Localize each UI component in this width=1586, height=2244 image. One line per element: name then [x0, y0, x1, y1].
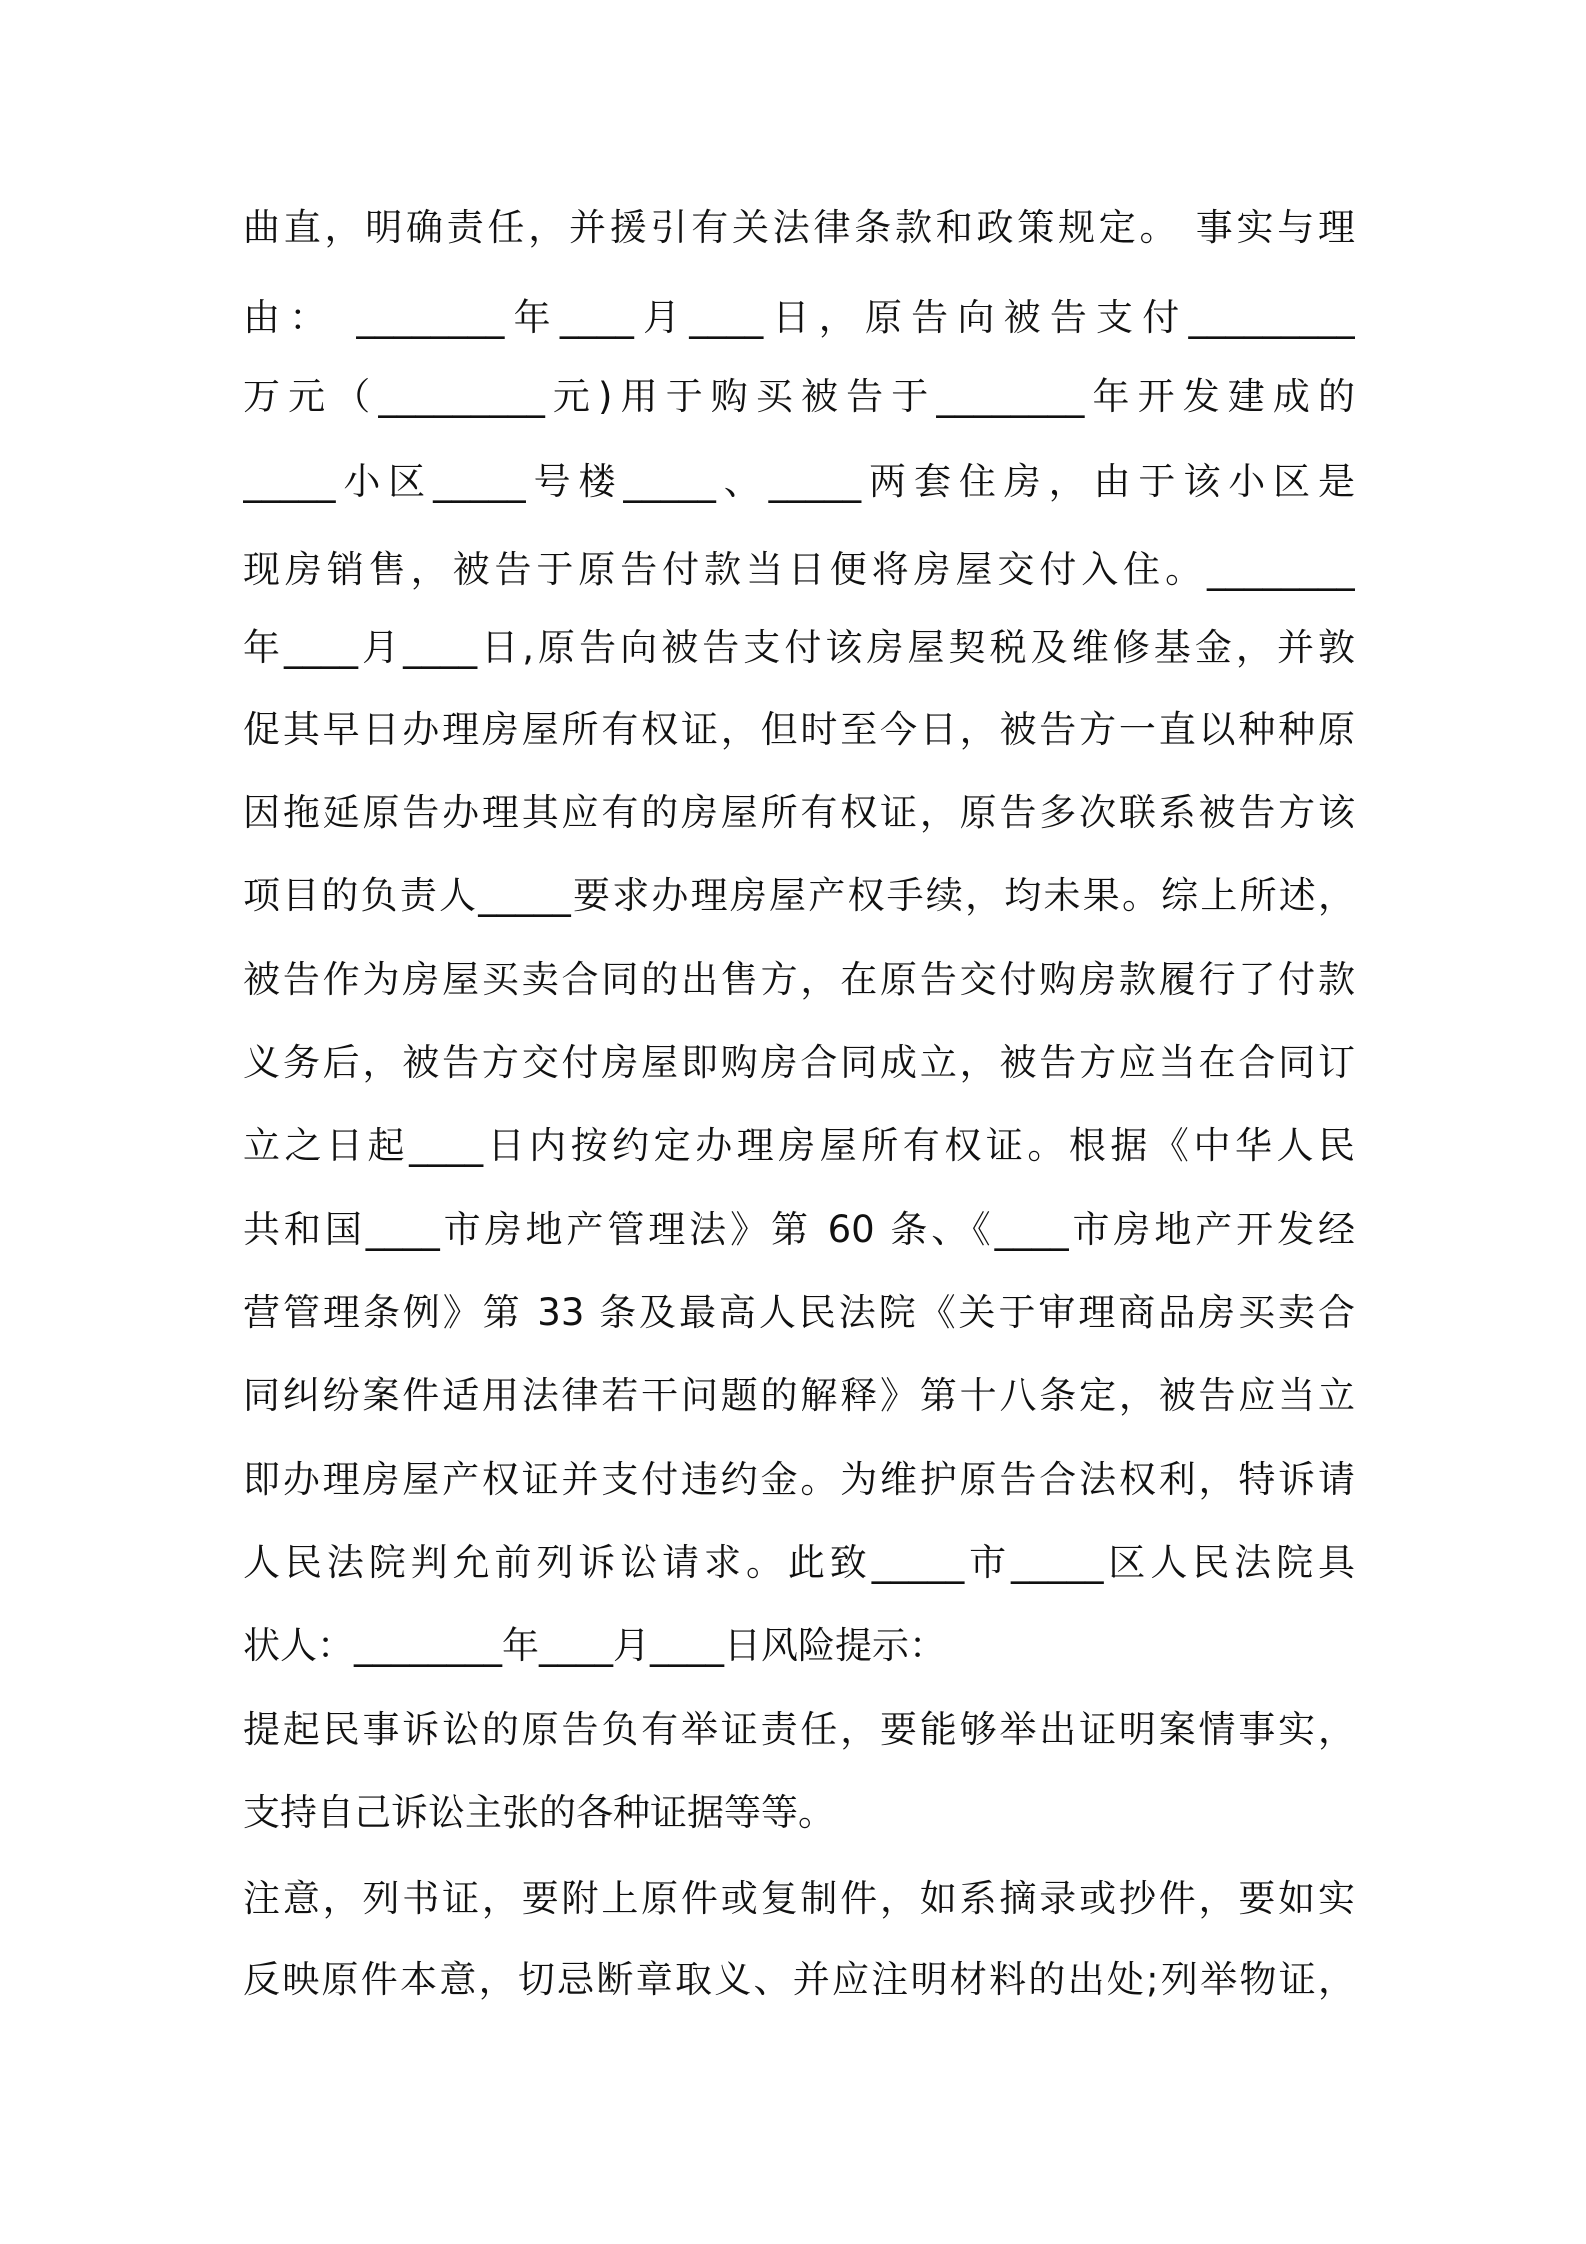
text-line: 万元（_________元)用于购买被告于________年开发建成的 [243, 375, 1355, 418]
text-line: 即办理房屋产权证并支付违约金。为维护原告合法权利，特诉请 [243, 1458, 1355, 1501]
text-line: 支持自己诉讼主张的各种证据等等。 [243, 1791, 835, 1834]
text-line: 立之日起____日内按约定办理房屋所有权证。根据《中华人民 [243, 1124, 1355, 1167]
text-line: 提起民事诉讼的原告负有举证责任，要能够举出证明案情事实， [243, 1708, 1355, 1751]
text-line: 同纠纷案件适用法律若干问题的解释》第十八条定，被告应当立 [243, 1374, 1355, 1417]
text-line: 促其早日办理房屋所有权证，但时至今日，被告方一直以种种原 [243, 708, 1355, 751]
text-line: 被告作为房屋买卖合同的出售方，在原告交付购房款履行了付款 [243, 958, 1355, 1001]
text-line: 人民法院判允前列诉讼请求。此致_____市_____区人民法院具 [243, 1541, 1355, 1584]
text-line: 因拖延原告办理其应有的房屋所有权证，原告多次联系被告方该 [243, 791, 1355, 834]
text-line: 项目的负责人_____要求办理房屋产权手续，均未果。综上所述， [243, 874, 1355, 917]
text-line: 曲直，明确责任，并援引有关法律条款和政策规定。 事实与理 [243, 206, 1355, 249]
text-line: 义务后，被告方交付房屋即购房合同成立，被告方应当在合同订 [243, 1041, 1355, 1084]
text-line: 注意，列书证，要附上原件或复制件，如系摘录或抄件，要如实 [243, 1877, 1355, 1920]
text-line: 现房销售，被告于原告付款当日便将房屋交付入住。________ [243, 548, 1355, 591]
text-line: _____小区_____号楼_____、_____两套住房，由于该小区是 [243, 460, 1355, 503]
text-line: 由： ________年____月____日，原告向被告支付_________ [243, 296, 1355, 339]
text-line: 营管理条例》第 33 条及最高人民法院《关于审理商品房买卖合 [243, 1291, 1355, 1334]
text-line: 状人：________年____月____日风险提示： [243, 1624, 946, 1667]
text-line: 共和国____市房地产管理法》第 60 条、《____市房地产开发经 [243, 1208, 1355, 1251]
text-line: 反映原件本意，切忌断章取义、并应注明材料的出处;列举物证， [243, 1958, 1355, 2001]
text-line: 年____月____日,原告向被告支付该房屋契税及维修基金，并敦 [243, 626, 1355, 669]
